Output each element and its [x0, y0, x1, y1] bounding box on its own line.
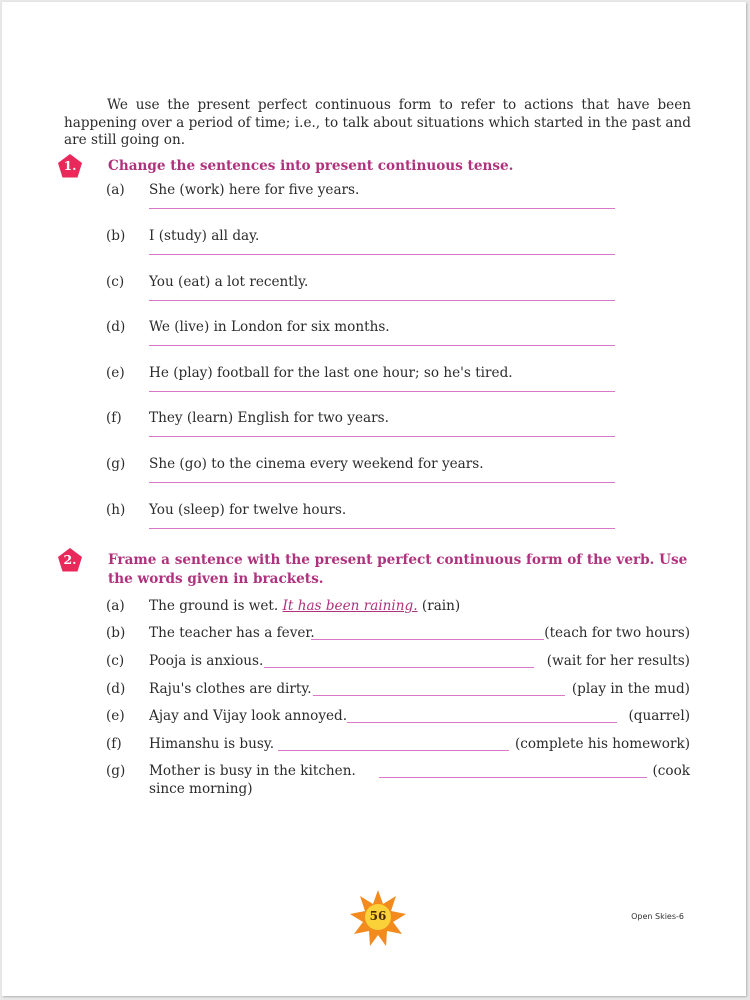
q1-item-label: (a): [106, 182, 125, 198]
q1-item-label: (g): [106, 456, 126, 472]
question-1-marker-icon: [57, 153, 83, 179]
q1-answer-line[interactable]: [149, 436, 615, 437]
question-2-title: Frame a sentence with the present perfect continuous form of the verb. Use the words given in brackets.: [108, 552, 688, 587]
worksheet-page: [2, 2, 746, 996]
q2-sentence: Raju's clothes are dirty.: [149, 681, 312, 697]
q1-answer-line[interactable]: [149, 345, 615, 346]
q2-hint: (wait for her results): [546, 653, 690, 669]
q1-item: [2, 182, 750, 202]
page-number-badge: [350, 890, 406, 946]
q1-answer-line[interactable]: [149, 300, 615, 301]
q2-sentence: The ground is wet.: [149, 598, 279, 614]
q2-sentence: Pooja is anxious.: [149, 653, 264, 669]
q1-item-label: (c): [106, 274, 125, 290]
book-title: Open Skies-6: [631, 912, 684, 921]
q2-answer-line[interactable]: [313, 695, 565, 696]
q2-sentence: The teacher has a fever.: [149, 625, 315, 641]
q1-item-label: (h): [106, 502, 126, 518]
q2-hint: (complete his homework): [514, 736, 690, 752]
q1-item-label: (b): [106, 228, 126, 244]
q2-item: [2, 653, 750, 673]
q2-answer-line[interactable]: [311, 639, 544, 640]
q1-item: [2, 456, 750, 476]
q2-item-text: [149, 598, 460, 614]
q1-answer-line[interactable]: [149, 208, 615, 209]
q1-item-text: I (study) all day.: [149, 228, 260, 244]
question-2-number: 2.: [63, 552, 77, 567]
q2-item-label: (a): [106, 598, 125, 614]
q2-sentence: Himanshu is busy.: [149, 736, 275, 752]
question-1-title: Change the sentences into present continuous tense.: [108, 158, 514, 174]
q2-item-label: (e): [106, 708, 125, 724]
q1-item-text: She (work) here for five years.: [149, 182, 360, 198]
q2-item: [2, 681, 750, 701]
q2-answer-line[interactable]: [347, 722, 617, 723]
q2-hint: (teach for two hours): [544, 625, 690, 641]
q1-item-text: You (eat) a lot recently.: [149, 274, 309, 290]
q1-answer-line[interactable]: [149, 528, 615, 529]
q1-item: [2, 274, 750, 294]
page-number: 56: [369, 909, 387, 923]
q2-item: [2, 708, 750, 728]
q1-item: [2, 410, 750, 430]
q1-item: [2, 319, 750, 339]
q1-item: [2, 228, 750, 248]
q2-hint: (quarrel): [628, 708, 690, 724]
q2-item-label: (f): [106, 736, 122, 752]
q1-item-label: (e): [106, 365, 125, 381]
q2-item: [2, 598, 750, 618]
q2-hint: (rain): [421, 598, 461, 614]
q2-item: [2, 763, 750, 801]
q2-item: [2, 625, 750, 645]
q1-item-text: You (sleep) for twelve hours.: [149, 502, 347, 518]
q1-item-text: He (play) football for the last one hour; so he's tired.: [149, 365, 513, 381]
q1-item-label: (d): [106, 319, 126, 335]
example-answer: It has been raining.: [282, 598, 418, 614]
q2-hint-continued: since morning): [149, 781, 253, 797]
q2-answer-line[interactable]: [379, 777, 647, 778]
q2-item-label: (b): [106, 625, 126, 641]
q2-sentence: Mother is busy in the kitchen.: [149, 763, 356, 779]
q1-answer-line[interactable]: [149, 482, 615, 483]
q1-item: [2, 502, 750, 522]
q1-item-text: They (learn) English for two years.: [149, 410, 389, 426]
q1-item-label: (f): [106, 410, 122, 426]
q1-answer-line[interactable]: [149, 254, 615, 255]
intro-paragraph: We use the present perfect continuous form to refer to actions that have been happening over a period of time; i.e., to talk about situations which started in the past and are still going on.: [64, 97, 691, 148]
question-2-marker-icon: [57, 547, 83, 573]
q2-item-label: (g): [106, 763, 126, 779]
q2-hint: (play in the mud): [571, 681, 690, 697]
q2-hint: (cook: [652, 763, 690, 779]
q1-answer-line[interactable]: [149, 391, 615, 392]
q2-answer-line[interactable]: [264, 667, 534, 668]
q2-answer-line[interactable]: [278, 750, 509, 751]
question-1-number: 1.: [63, 158, 77, 173]
q2-sentence: Ajay and Vijay look annoyed.: [149, 708, 348, 724]
q2-item: [2, 736, 750, 756]
q1-item-text: She (go) to the cinema every weekend for years.: [149, 456, 484, 472]
q1-item-text: We (live) in London for six months.: [149, 319, 390, 335]
q2-item-label: (c): [106, 653, 125, 669]
q2-item-label: (d): [106, 681, 126, 697]
q1-item: [2, 365, 750, 385]
